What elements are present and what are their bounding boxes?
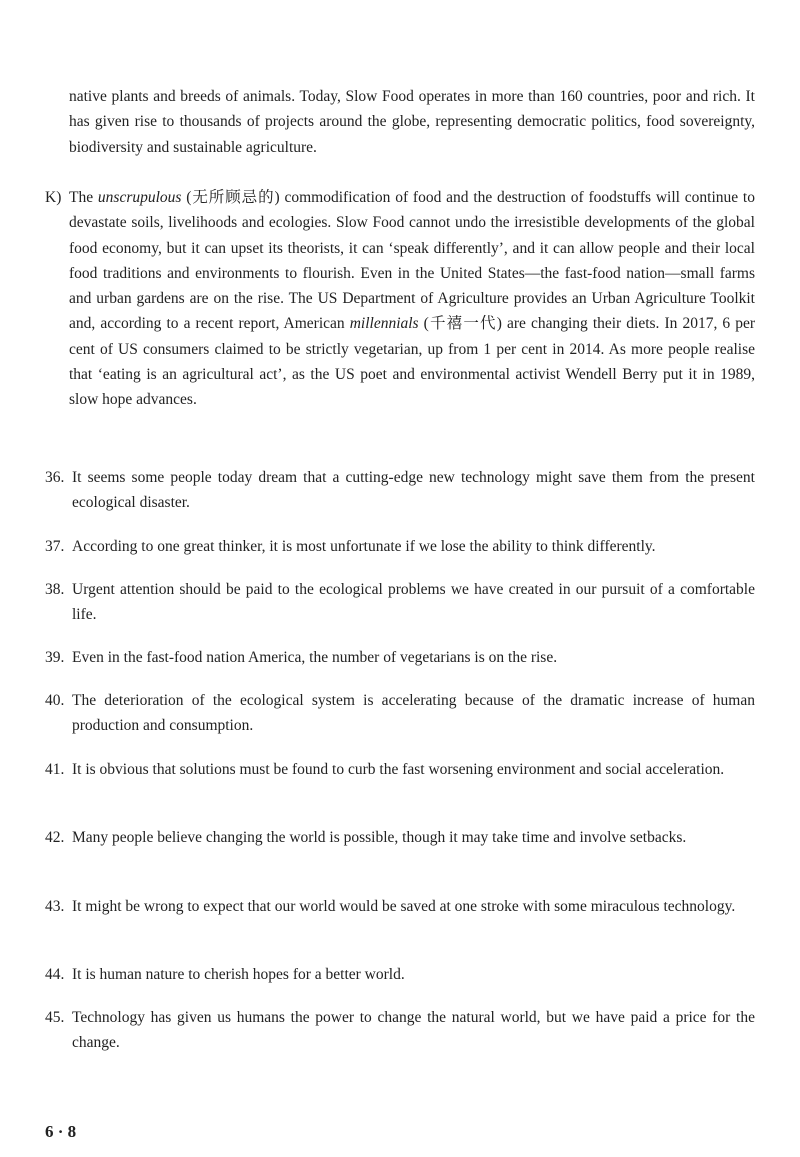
statement-text: The deterioration of the ecological system is accelerating because of the dramatic increase of human production and consumption. <box>72 692 755 735</box>
statement-text: It seems some people today dream that a cutting-edge new technology might save them from the present ecological disaster. <box>72 469 755 512</box>
paragraph-k-text-1: The <box>69 189 98 206</box>
statement-text: Technology has given us humans the power to change the natural world, but we have paid a price for the change. <box>72 1009 755 1052</box>
statement-number: 40. <box>45 692 65 709</box>
paragraph-k <box>45 185 755 413</box>
statement-42 <box>45 825 755 850</box>
statement-44 <box>45 962 755 987</box>
statement-number: 37. <box>45 538 65 555</box>
paragraph-k-text-3: are changing their diets. In 2017, 6 per cent of US consumers claimed to be strictly vegetarian, up from 1 per cent in 2014. As more people realise that ‘eating is an agricultural act’, as the US poet and environmental activist Wendell Berry put it in 1989, slow hope advances. <box>69 315 755 409</box>
paragraph-k-label: K) <box>45 189 62 206</box>
statement-number: 36. <box>45 469 65 486</box>
statement-38 <box>45 577 755 628</box>
gloss-millennials: (千禧一代) <box>418 315 502 333</box>
statement-36 <box>45 465 755 516</box>
statement-text: Urgent attention should be paid to the ecological problems we have created in our pursuit of a comfortable life. <box>72 581 755 624</box>
gloss-unscrupulous: (无所顾忌的) <box>181 189 280 206</box>
statement-40 <box>45 688 755 739</box>
statement-number: 45. <box>45 1009 65 1026</box>
statement-39 <box>45 645 755 670</box>
page-number: 6 · 8 <box>45 1122 77 1141</box>
statement-41 <box>45 757 755 782</box>
paragraph-k-body <box>69 185 755 413</box>
statement-number: 43. <box>45 898 65 915</box>
statement-number: 42. <box>45 829 65 846</box>
statement-number: 41. <box>45 761 65 778</box>
term-unscrupulous: unscrupulous <box>97 189 182 206</box>
statement-43 <box>45 894 755 919</box>
statement-text: It might be wrong to expect that our world would be saved at one stroke with some miraculous technology. <box>72 898 736 915</box>
statement-text: According to one great thinker, it is most unfortunate if we lose the ability to think differently. <box>72 538 656 555</box>
statement-number: 39. <box>45 649 65 666</box>
statement-37 <box>45 534 755 559</box>
statement-45 <box>45 1005 755 1056</box>
statement-text: Many people believe changing the world is possible, though it may take time and involve setbacks. <box>72 829 687 846</box>
paragraph-k-text-2: commodification of food and the destruction of foodstuffs will continue to devastate soils, livelihoods and ecologies. Slow Food cannot undo the irresistible developments of the global food economy, but it can upset its theorists, it can ‘speak differently’, and it can allow people and their local food traditions and environments to flourish. Even in the United States—the fast-food nation—small farms and urban gardens are on the rise. The US Department of Agriculture provides an Urban Agriculture Toolkit and, according to a recent report, American <box>69 189 755 333</box>
statement-text: It is human nature to cherish hopes for a better world. <box>72 966 405 983</box>
term-millennials: millennials <box>349 315 419 333</box>
statement-text: Even in the fast-food nation America, the number of vegetarians is on the rise. <box>72 649 558 666</box>
continued-paragraph: native plants and breeds of animals. Today, Slow Food operates in more than 160 countries, poor and rich. It has given rise to thousands of projects around the globe, representing democratic politics, food sovereignty, biodiversity and sustainable agriculture. <box>69 88 755 156</box>
statement-number: 38. <box>45 581 65 598</box>
statement-number: 44. <box>45 966 65 983</box>
statement-text: It is obvious that solutions must be found to curb the fast worsening environment and social acceleration. <box>72 761 725 778</box>
